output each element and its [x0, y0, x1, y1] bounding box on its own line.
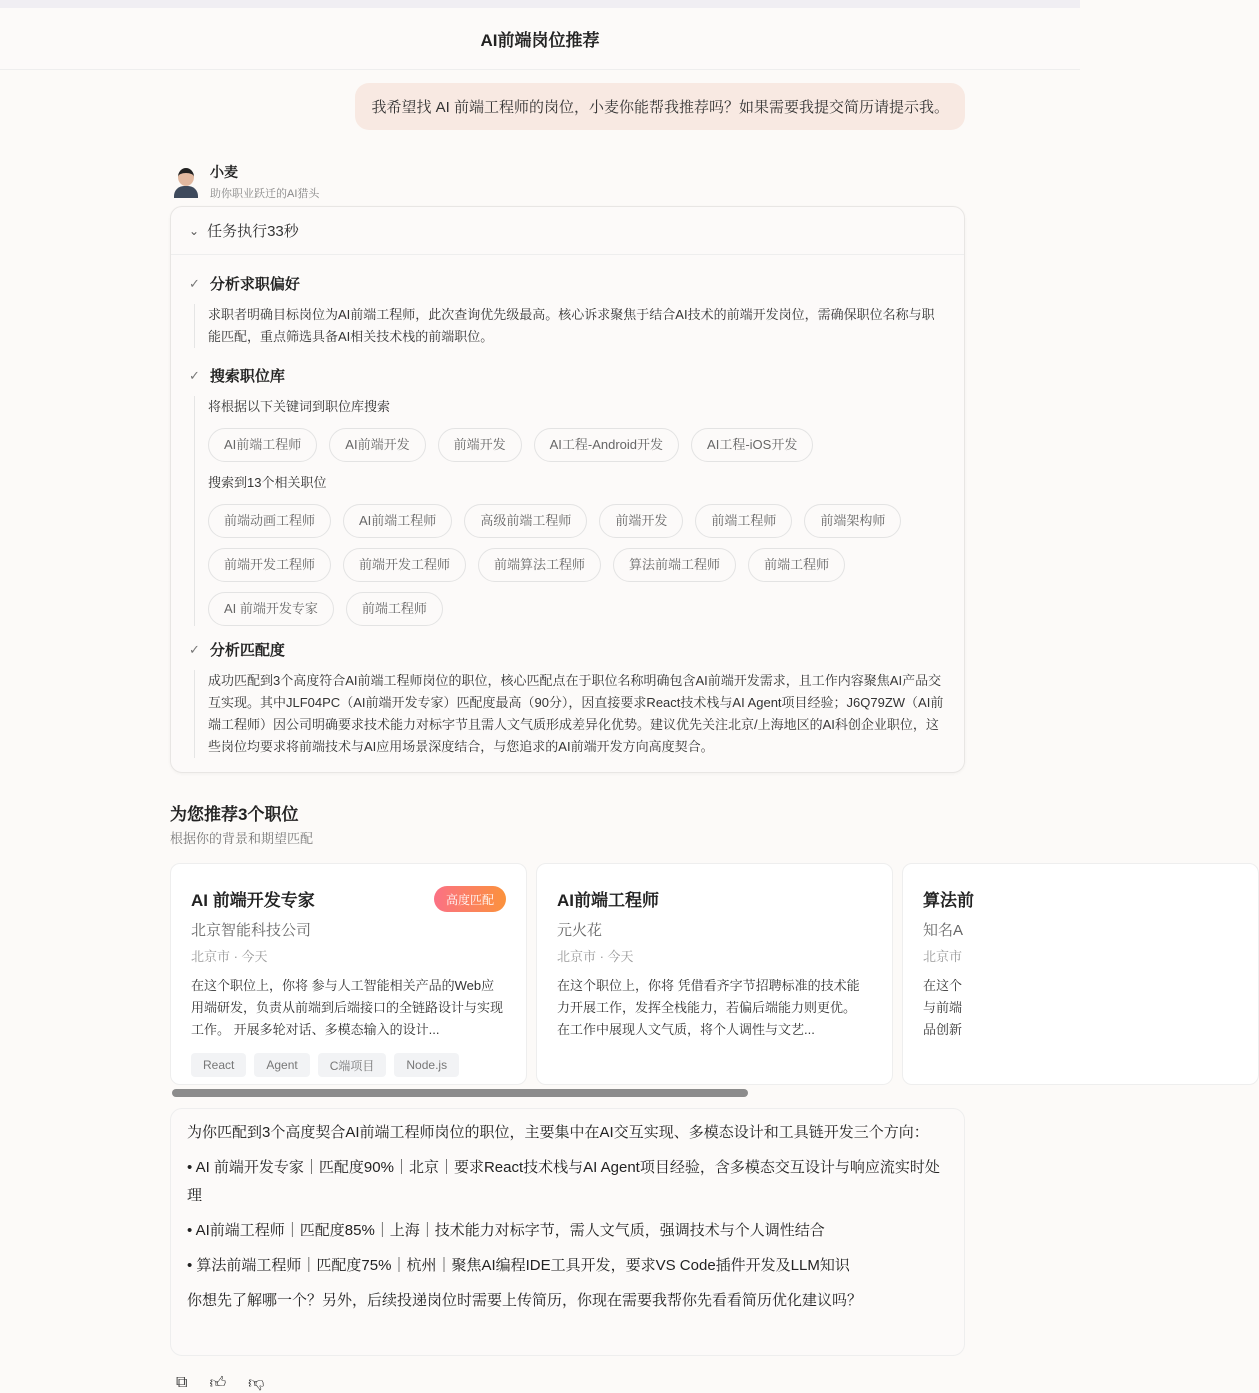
check-icon: ✓ — [189, 367, 200, 383]
keyword-chip: 前端工程师 — [748, 548, 845, 582]
page-title: AI前端岗位推荐 — [0, 8, 1080, 70]
job-desc: 在这个 与前端 品创新 — [923, 978, 963, 1037]
tag: Agent — [254, 1053, 309, 1077]
keyword-chip: 前端工程师 — [695, 504, 792, 538]
task-duration: 任务执行33秒 — [207, 223, 299, 240]
agent-subtitle: 助你职业跃迁的AI猎头 — [210, 188, 320, 200]
keyword-chip: AI工程-iOS开发 — [691, 428, 813, 462]
job-meta: 北京市 · 今天 — [191, 949, 268, 964]
agent-name: 小麦 — [210, 164, 238, 180]
top-strip — [0, 0, 1080, 8]
keyword-chip: AI前端开发 — [329, 428, 425, 462]
thumbs-down-icon[interactable]: 👎︎ — [248, 1375, 265, 1392]
step-preference — [189, 273, 946, 348]
check-icon: ✓ — [189, 275, 200, 291]
keyword-chip: 前端开发工程师 — [343, 548, 466, 582]
company: 知名A — [923, 922, 964, 939]
keyword-chip: 前端开发工程师 — [208, 548, 331, 582]
job-card[interactable] — [902, 863, 1259, 1085]
task-toggle[interactable] — [171, 207, 964, 255]
keyword-chip: 前端算法工程师 — [478, 548, 601, 582]
tag: Node.js — [394, 1053, 459, 1077]
step-search — [189, 365, 946, 636]
job-title: 算法前 — [923, 891, 974, 910]
agent-header — [172, 162, 319, 201]
summary-intro: 为你匹配到3个高度契合AI前端工程师岗位的职位，主要集中在AI交互实现、多模态设计和工具链开发三个方向： — [187, 1124, 929, 1141]
keyword-chip: AI 前端开发专家 — [208, 592, 334, 626]
recommend-title: 为您推荐3个职位 — [170, 805, 299, 824]
company: 北京智能科技公司 — [191, 922, 312, 939]
job-desc: 在这个职位上，你将 凭借看齐字节招聘标准的技术能力开展工作，发挥全栈能力，若偏后端能力则更优。 在工作中展现人文气质，将个人调性与文艺... — [557, 978, 860, 1037]
job-title: AI 前端开发专家 — [191, 891, 315, 910]
keyword-chip: AI前端工程师 — [343, 504, 452, 538]
step-title: 分析求职偏好 — [209, 276, 300, 293]
keyword-chip: 算法前端工程师 — [613, 548, 736, 582]
step-title: 分析匹配度 — [209, 642, 285, 659]
job-desc: 在这个职位上，你将 参与人工智能相关产品的Web应用端研发，负责从前端到后端接口的全链路设计与实现工作。 开展多轮对话、多模态输入的设计... — [191, 978, 504, 1037]
keyword-chip: AI前端工程师 — [208, 428, 317, 462]
horizontal-scrollbar[interactable] — [172, 1089, 748, 1097]
tag: C端项目 — [318, 1053, 387, 1077]
task-panel — [170, 206, 965, 773]
step-match — [189, 639, 946, 758]
avatar — [172, 166, 200, 198]
company: 元火花 — [557, 922, 603, 939]
results-label: 搜索到13个相关职位 — [208, 475, 327, 490]
step-body: 成功匹配到3个高度符合AI前端工程师岗位的职位，核心匹配点在于职位名称明确包含AI前端开发需求，且工作内容聚焦AI产品交互实现。其中JLF04PC（AI前端开发专家）匹配度最高（90分），因直接要求React技术栈与AI Agent项目经验；J6Q79ZW（AI前端工程师）因公司明确要求技术能力对标字节且需人文气质形成差异化优势。建议优先关注北京/上海地区的AI科创企业职位，这些岗位均要求将前端技术与AI应用场景深度结合，与您追求的AI前端开发方向高度契合。 — [194, 670, 946, 758]
keyword-chip: 前端动画工程师 — [208, 504, 331, 538]
job-meta: 北京市 · 今天 — [557, 949, 634, 964]
job-meta: 北京市 — [923, 949, 963, 964]
job-card[interactable] — [170, 863, 527, 1085]
message-actions — [176, 1374, 264, 1393]
summary-item: • 算法前端工程师｜匹配度75%｜杭州｜聚焦AI编程IDE工具开发，要求VS Code插件开发及LLM知识 — [187, 1257, 850, 1274]
copy-icon[interactable]: ⧉ — [176, 1374, 188, 1391]
keyword-chip: 高级前端工程师 — [464, 504, 587, 538]
keyword-chip: 前端开发 — [599, 504, 683, 538]
summary-item: • AI 前端开发专家｜匹配度90%｜北京｜要求React技术栈与AI Agent项目经验，含多模态交互设计与响应流实时处理 — [187, 1159, 940, 1204]
job-carousel[interactable] — [170, 863, 974, 1085]
keywords-label: 将根据以下关键词到职位库搜索 — [208, 399, 391, 414]
thumbs-up-icon[interactable]: 👍︎ — [209, 1375, 227, 1392]
user-message: 我希望找 AI 前端工程师的岗位，小麦你能帮我推荐吗？如果需要我提交简历请提示我。 — [355, 83, 965, 130]
recommend-subtitle: 根据你的背景和期望匹配 — [170, 831, 314, 846]
match-badge: 高度匹配 — [434, 886, 506, 912]
keyword-chip: 前端工程师 — [346, 592, 443, 626]
summary-item: • AI前端工程师｜匹配度85%｜上海｜技术能力对标字节，需人文气质，强调技术与个人调性结合 — [187, 1222, 825, 1239]
summary-message — [170, 1108, 965, 1356]
keyword-chip: 前端架构师 — [804, 504, 901, 538]
tag: React — [191, 1053, 246, 1077]
check-icon: ✓ — [189, 641, 200, 657]
summary-outro: 你想先了解哪一个？另外，后续投递岗位时需要上传简历，你现在需要我帮你先看看简历优化建议吗？ — [187, 1292, 863, 1309]
job-title: AI前端工程师 — [557, 891, 659, 910]
chevron-down-icon: ⌄ — [189, 223, 200, 238]
keyword-chip: 前端开发 — [438, 428, 522, 462]
step-body: 求职者明确目标岗位为AI前端工程师，此次查询优先级最高。核心诉求聚焦于结合AI技术的前端开发岗位，需确保职位名称与职能匹配，重点筛选具备AI相关技术栈的前端职位。 — [194, 304, 946, 348]
keyword-chip: AI工程-Android开发 — [534, 428, 679, 462]
job-card[interactable] — [536, 863, 893, 1085]
step-title: 搜索职位库 — [209, 368, 285, 385]
